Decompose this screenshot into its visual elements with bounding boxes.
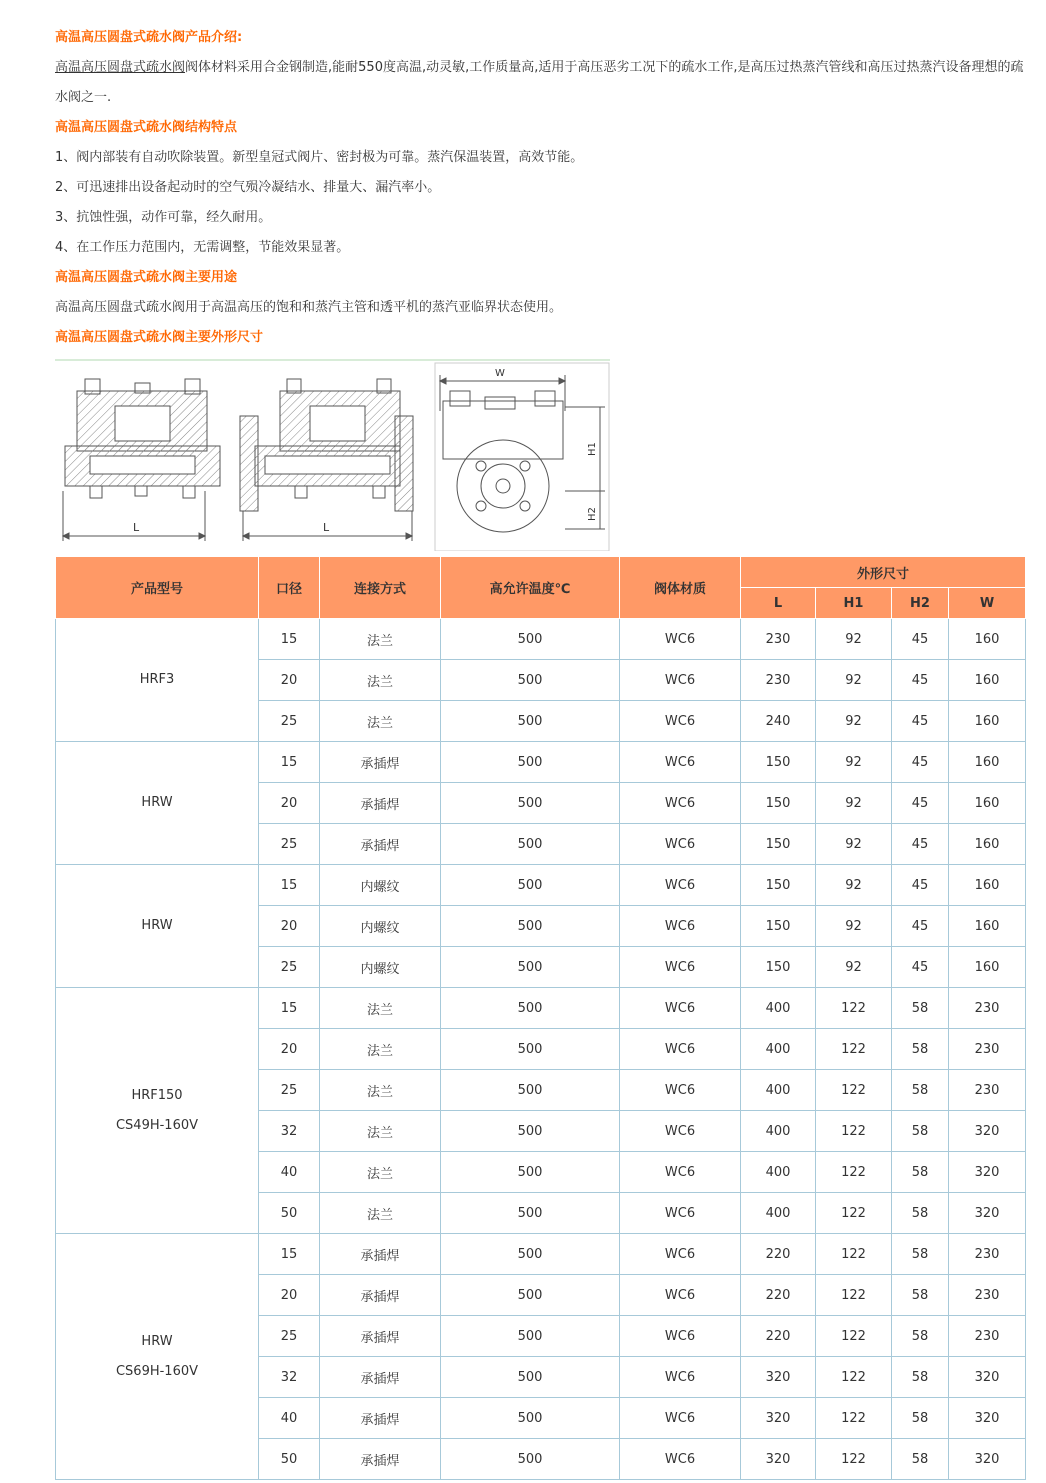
h2-cell: 45 <box>892 783 949 824</box>
w-cell: 160 <box>949 701 1026 742</box>
temp-cell: 500 <box>441 1111 620 1152</box>
h1-cell: 122 <box>816 1029 892 1070</box>
w-cell: 160 <box>949 783 1026 824</box>
size-cell: 25 <box>259 824 320 865</box>
l-cell: 400 <box>741 1193 816 1234</box>
h2-cell: 58 <box>892 1070 949 1111</box>
l-cell: 150 <box>741 865 816 906</box>
w-cell: 230 <box>949 1275 1026 1316</box>
table-row <box>56 988 1026 1029</box>
header-h1: H1 <box>816 588 892 619</box>
size-cell: 25 <box>259 1316 320 1357</box>
temp-cell: 500 <box>441 947 620 988</box>
h1-cell: 122 <box>816 1111 892 1152</box>
material-cell: WC6 <box>620 783 741 824</box>
size-cell: 32 <box>259 1111 320 1152</box>
h1-cell: 122 <box>816 1193 892 1234</box>
l-cell: 400 <box>741 988 816 1029</box>
w-cell: 320 <box>949 1193 1026 1234</box>
connection-cell: 法兰 <box>320 1193 441 1234</box>
l-cell: 230 <box>741 619 816 660</box>
h2-cell: 58 <box>892 1357 949 1398</box>
temp-cell: 500 <box>441 619 620 660</box>
temp-cell: 500 <box>441 1234 620 1275</box>
size-cell: 15 <box>259 1234 320 1275</box>
w-cell: 160 <box>949 865 1026 906</box>
size-cell: 40 <box>259 1398 320 1439</box>
temp-cell: 500 <box>441 906 620 947</box>
intro-text: 阀体材料采用合金钢制造,能耐550度高温,动灵敏,工作质量高,适用于高压恶劣工况下的疏水工作,是高压过热蒸汽管线和高压过热蒸汽设备理想的疏水阀之一. <box>55 60 1024 105</box>
material-cell: WC6 <box>620 1193 741 1234</box>
usage-text: 高温高压圆盘式疏水阀用于高温高压的饱和和蒸汽主管和透平机的蒸汽亚临界状态使用。 <box>55 300 563 315</box>
temp-cell: 500 <box>441 1398 620 1439</box>
material-cell: WC6 <box>620 660 741 701</box>
size-cell: 15 <box>259 619 320 660</box>
h2-cell: 45 <box>892 701 949 742</box>
material-cell: WC6 <box>620 1070 741 1111</box>
connection-cell: 承插焊 <box>320 1439 441 1480</box>
material-cell: WC6 <box>620 701 741 742</box>
h2-cell: 58 <box>892 1234 949 1275</box>
label-w: W <box>495 368 505 379</box>
h1-cell: 122 <box>816 1439 892 1480</box>
temp-cell: 500 <box>441 701 620 742</box>
size-cell: 20 <box>259 1029 320 1070</box>
valve-section-socket-weld <box>240 379 413 541</box>
w-cell: 230 <box>949 1029 1026 1070</box>
temp-cell: 500 <box>441 783 620 824</box>
w-cell: 160 <box>949 619 1026 660</box>
h1-cell: 122 <box>816 1070 892 1111</box>
h2-cell: 58 <box>892 1111 949 1152</box>
table-row <box>56 1234 1026 1275</box>
l-cell: 150 <box>741 783 816 824</box>
feature-item-1: 1、阀内部装有自动吹除装置。新型皇冠式阀片、密封极为可靠。蒸汽保温装置，高效节能。 <box>55 150 584 165</box>
temp-cell: 500 <box>441 824 620 865</box>
header-model: 产品型号 <box>56 557 259 619</box>
l-cell: 220 <box>741 1234 816 1275</box>
header-dims: 外形尺寸 <box>741 557 1026 588</box>
temp-cell: 500 <box>441 1316 620 1357</box>
l-cell: 150 <box>741 742 816 783</box>
material-cell: WC6 <box>620 988 741 1029</box>
valve-section-flanged <box>63 379 220 541</box>
header-size: 口径 <box>259 557 320 619</box>
header-temp: 高允许温度℃ <box>441 557 620 619</box>
h2-cell: 45 <box>892 660 949 701</box>
h1-cell: 122 <box>816 988 892 1029</box>
temp-cell: 500 <box>441 660 620 701</box>
temp-cell: 500 <box>441 988 620 1029</box>
h2-cell: 58 <box>892 988 949 1029</box>
h1-cell: 122 <box>816 1398 892 1439</box>
temp-cell: 500 <box>441 1029 620 1070</box>
connection-cell: 内螺纹 <box>320 947 441 988</box>
h1-cell: 122 <box>816 1234 892 1275</box>
h2-cell: 45 <box>892 742 949 783</box>
connection-cell: 承插焊 <box>320 824 441 865</box>
h2-cell: 45 <box>892 824 949 865</box>
h1-cell: 92 <box>816 701 892 742</box>
table-row <box>56 619 1026 660</box>
connection-cell: 法兰 <box>320 988 441 1029</box>
model-cell <box>56 619 259 742</box>
l-cell: 400 <box>741 1111 816 1152</box>
valve-drawing-svg <box>55 361 610 551</box>
connection-cell: 法兰 <box>320 1029 441 1070</box>
h1-cell: 92 <box>816 906 892 947</box>
temp-cell: 500 <box>441 1439 620 1480</box>
material-cell: WC6 <box>620 1439 741 1480</box>
spec-table-body <box>56 619 1026 1480</box>
l-cell: 150 <box>741 947 816 988</box>
temp-cell: 500 <box>441 742 620 783</box>
connection-cell: 法兰 <box>320 660 441 701</box>
h2-cell: 58 <box>892 1193 949 1234</box>
material-cell: WC6 <box>620 1111 741 1152</box>
connection-cell: 法兰 <box>320 1111 441 1152</box>
h1-cell: 92 <box>816 824 892 865</box>
h1-cell: 92 <box>816 947 892 988</box>
l-cell: 150 <box>741 906 816 947</box>
h1-cell: 92 <box>816 660 892 701</box>
material-cell: WC6 <box>620 619 741 660</box>
material-cell: WC6 <box>620 1275 741 1316</box>
model-cell <box>56 988 259 1234</box>
h2-cell: 58 <box>892 1316 949 1357</box>
table-row <box>56 865 1026 906</box>
h1-cell: 92 <box>816 865 892 906</box>
header-connection: 连接方式 <box>320 557 441 619</box>
header-material: 阀体材质 <box>620 557 741 619</box>
feature-item-4: 4、在工作压力范围内，无需调整，节能效果显著。 <box>55 240 350 255</box>
w-cell: 160 <box>949 660 1026 701</box>
size-cell: 50 <box>259 1193 320 1234</box>
material-cell: WC6 <box>620 1398 741 1439</box>
label-l-2: L <box>323 521 330 534</box>
l-cell: 320 <box>741 1357 816 1398</box>
l-cell: 230 <box>741 660 816 701</box>
size-cell: 50 <box>259 1439 320 1480</box>
header-w: W <box>949 588 1026 619</box>
material-cell: WC6 <box>620 1234 741 1275</box>
product-link[interactable]: 高温高压圆盘式疏水阀 <box>55 60 186 75</box>
h2-cell: 45 <box>892 906 949 947</box>
header-l: L <box>741 588 816 619</box>
size-cell: 32 <box>259 1357 320 1398</box>
connection-cell: 承插焊 <box>320 1275 441 1316</box>
intro-paragraph <box>55 53 1025 113</box>
w-cell: 320 <box>949 1439 1026 1480</box>
label-h2: H2 <box>587 507 598 521</box>
connection-cell: 承插焊 <box>320 1398 441 1439</box>
spec-table <box>55 556 1026 1480</box>
size-cell: 15 <box>259 988 320 1029</box>
l-cell: 320 <box>741 1439 816 1480</box>
size-cell: 40 <box>259 1152 320 1193</box>
model-name: CS49H-160V <box>115 1117 199 1133</box>
temp-cell: 500 <box>441 1152 620 1193</box>
material-cell: WC6 <box>620 824 741 865</box>
connection-cell: 内螺纹 <box>320 906 441 947</box>
features-heading: 高温高压圆盘式疏水阀结构特点 <box>55 120 238 135</box>
h1-cell: 122 <box>816 1357 892 1398</box>
h2-cell: 45 <box>892 947 949 988</box>
size-cell: 25 <box>259 1070 320 1111</box>
h1-cell: 122 <box>816 1275 892 1316</box>
dimensions-heading: 高温高压圆盘式疏水阀主要外形尺寸 <box>55 330 264 345</box>
model-name: HRW <box>141 795 173 810</box>
size-cell: 20 <box>259 660 320 701</box>
model-cell <box>56 742 259 865</box>
connection-cell: 法兰 <box>320 619 441 660</box>
model-name: HRF3 <box>139 672 175 687</box>
h2-cell: 58 <box>892 1439 949 1480</box>
connection-cell: 承插焊 <box>320 1316 441 1357</box>
w-cell: 320 <box>949 1357 1026 1398</box>
connection-cell: 法兰 <box>320 1152 441 1193</box>
label-l-1: L <box>133 521 140 534</box>
intro-heading: 高温高压圆盘式疏水阀产品介绍: <box>55 30 243 45</box>
w-cell: 230 <box>949 988 1026 1029</box>
usage-heading: 高温高压圆盘式疏水阀主要用途 <box>55 270 238 285</box>
temp-cell: 500 <box>441 1193 620 1234</box>
h2-cell: 58 <box>892 1398 949 1439</box>
h2-cell: 58 <box>892 1152 949 1193</box>
connection-cell: 承插焊 <box>320 1357 441 1398</box>
h1-cell: 122 <box>816 1316 892 1357</box>
l-cell: 320 <box>741 1398 816 1439</box>
model-name: HRW <box>141 918 173 933</box>
connection-cell: 承插焊 <box>320 783 441 824</box>
l-cell: 150 <box>741 824 816 865</box>
model-cell <box>56 1234 259 1480</box>
table-row <box>56 742 1026 783</box>
h1-cell: 122 <box>816 1152 892 1193</box>
h1-cell: 92 <box>816 742 892 783</box>
valve-front-view <box>435 363 609 551</box>
model-name: HRF150 <box>131 1087 183 1103</box>
w-cell: 320 <box>949 1152 1026 1193</box>
material-cell: WC6 <box>620 742 741 783</box>
material-cell: WC6 <box>620 906 741 947</box>
h2-cell: 58 <box>892 1029 949 1070</box>
header-h2: H2 <box>892 588 949 619</box>
article <box>55 0 1025 1469</box>
h1-cell: 92 <box>816 619 892 660</box>
size-cell: 15 <box>259 742 320 783</box>
l-cell: 220 <box>741 1316 816 1357</box>
w-cell: 230 <box>949 1316 1026 1357</box>
model-cell <box>56 865 259 988</box>
l-cell: 240 <box>741 701 816 742</box>
material-cell: WC6 <box>620 1357 741 1398</box>
size-cell: 20 <box>259 783 320 824</box>
w-cell: 160 <box>949 947 1026 988</box>
temp-cell: 500 <box>441 865 620 906</box>
size-cell: 15 <box>259 865 320 906</box>
connection-cell: 法兰 <box>320 1070 441 1111</box>
l-cell: 400 <box>741 1070 816 1111</box>
valve-dimension-drawing <box>55 359 610 553</box>
h1-cell: 92 <box>816 783 892 824</box>
w-cell: 320 <box>949 1398 1026 1439</box>
l-cell: 400 <box>741 1029 816 1070</box>
h2-cell: 45 <box>892 619 949 660</box>
connection-cell: 承插焊 <box>320 1234 441 1275</box>
w-cell: 230 <box>949 1070 1026 1111</box>
material-cell: WC6 <box>620 1029 741 1070</box>
feature-item-3: 3、抗蚀性强，动作可靠，经久耐用。 <box>55 210 272 225</box>
w-cell: 230 <box>949 1234 1026 1275</box>
feature-item-2: 2、可迅速排出设备起动时的空气殒冷凝结水、排量大、漏汽率小。 <box>55 180 441 195</box>
temp-cell: 500 <box>441 1070 620 1111</box>
spec-table-head <box>56 557 1026 619</box>
w-cell: 160 <box>949 906 1026 947</box>
material-cell: WC6 <box>620 1152 741 1193</box>
size-cell: 25 <box>259 947 320 988</box>
temp-cell: 500 <box>441 1275 620 1316</box>
label-h1: H1 <box>587 442 598 456</box>
model-name: CS69H-160V <box>115 1363 199 1379</box>
size-cell: 20 <box>259 1275 320 1316</box>
connection-cell: 内螺纹 <box>320 865 441 906</box>
l-cell: 220 <box>741 1275 816 1316</box>
size-cell: 25 <box>259 701 320 742</box>
h2-cell: 58 <box>892 1275 949 1316</box>
w-cell: 160 <box>949 824 1026 865</box>
w-cell: 160 <box>949 742 1026 783</box>
material-cell: WC6 <box>620 947 741 988</box>
model-name: HRW <box>141 1333 173 1349</box>
connection-cell: 承插焊 <box>320 742 441 783</box>
w-cell: 320 <box>949 1111 1026 1152</box>
h2-cell: 45 <box>892 865 949 906</box>
material-cell: WC6 <box>620 1316 741 1357</box>
size-cell: 20 <box>259 906 320 947</box>
material-cell: WC6 <box>620 865 741 906</box>
temp-cell: 500 <box>441 1357 620 1398</box>
connection-cell: 法兰 <box>320 701 441 742</box>
l-cell: 400 <box>741 1152 816 1193</box>
